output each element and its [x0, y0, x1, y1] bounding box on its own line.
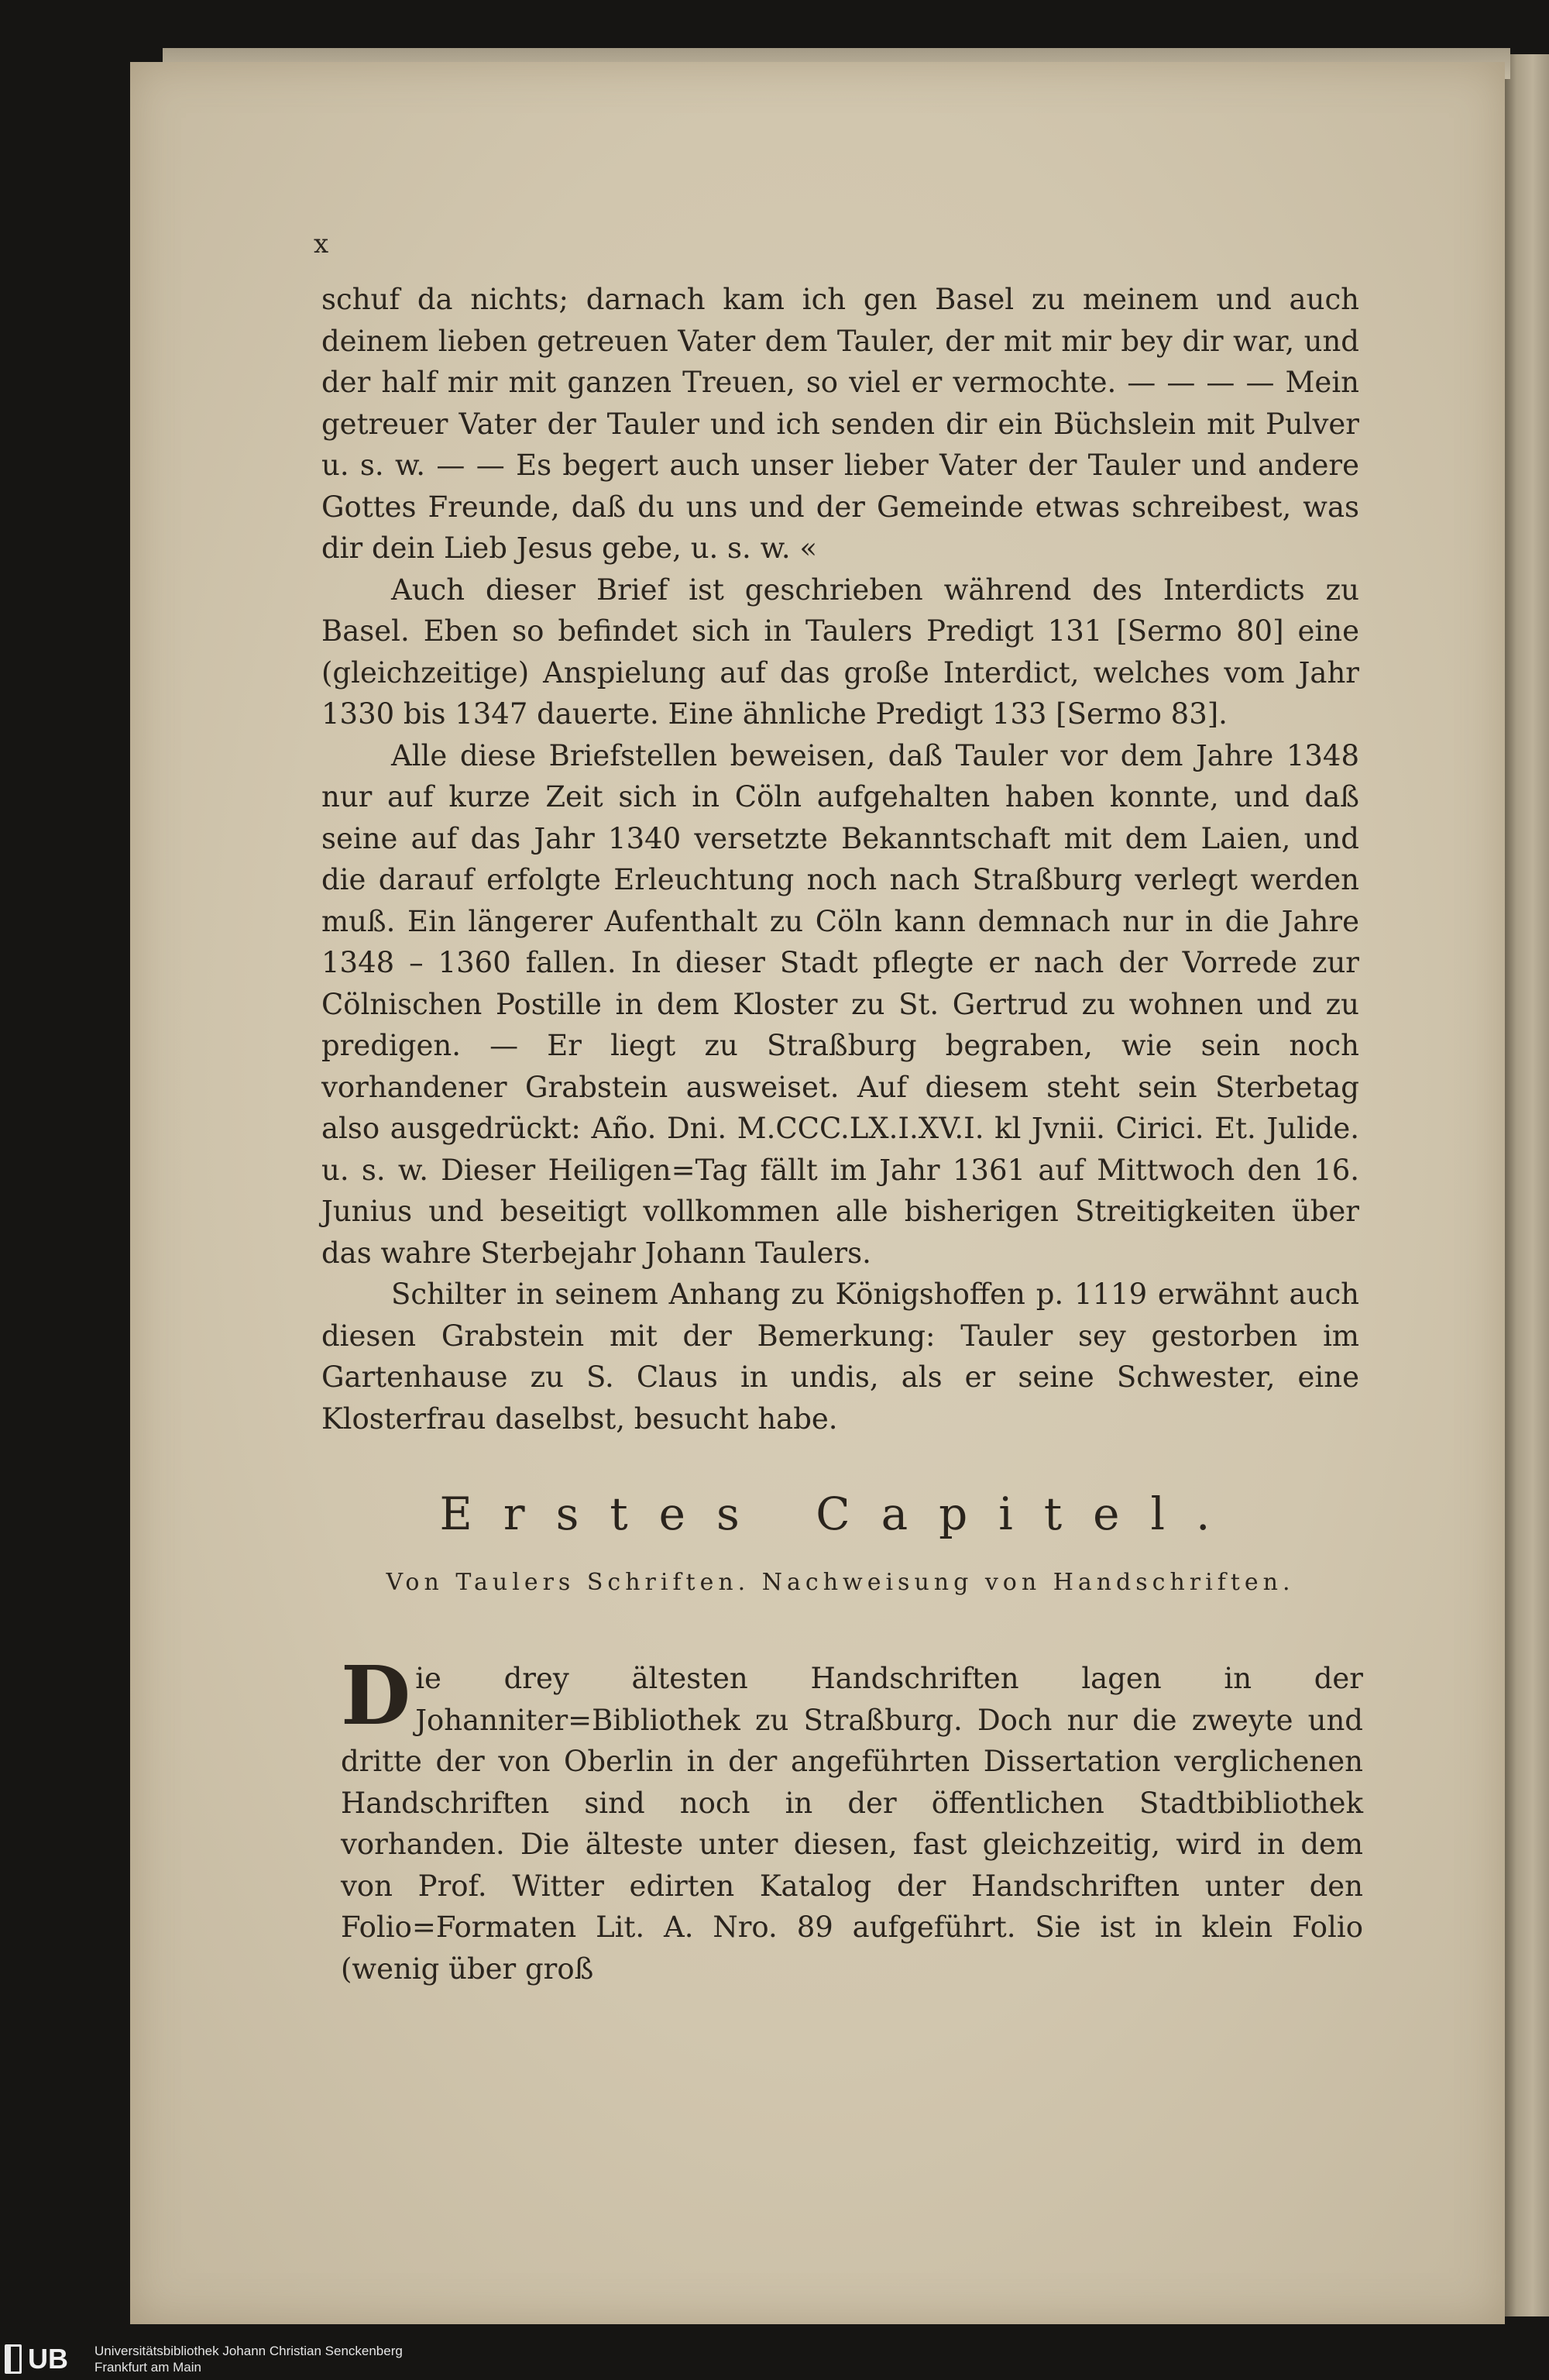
library-city: Frankfurt am Main: [94, 2360, 201, 2375]
chapter-title: Erstes Capitel.: [439, 1488, 1242, 1540]
library-credit: [94, 2343, 403, 2375]
ub-logo-text: UB: [28, 2343, 68, 2375]
paragraph-interdict: Auch dieser Brief ist geschrieben während des Interdicts zu Basel. Eben so befindet sich in Taulers Predigt 131 [Sermo 80] eine (gleichzeitige) Anspielung auf das große Interdict, welches vom Jahr 1330 bis 1347 dauerte. Eine ähnliche Predigt 133 [Sermo 83].: [321, 573, 1359, 731]
page-number: x: [314, 229, 329, 260]
main-text: [321, 279, 1359, 1439]
paragraph-briefstellen: Alle diese Briefstellen beweisen, daß Tauler vor dem Jahre 1348 nur auf kurze Zeit sich in Cöln aufgehalten haben konnte, und daß seine auf das Jahr 1340 versetzte Bekanntschaft mit dem Laien, und die darauf erfolgte Erleuchtung noch nach Straßburg verlegt werden muß. Ein längerer Aufenthalt zu Cöln kann demnach nur in die Jahre 1348 – 1360 fallen. In dieser Stadt pflegte er nach der Vorrede zur Cölnischen Postille in dem Kloster zu St. Gertrud zu wohnen und zu predigen. — Er liegt zu Straßburg begraben, wie sein noch vorhandener Grabstein ausweiset. Auf diesem steht sein Sterbetag also ausgedrückt: Año. Dni. M.CCC.LX.I.XV.I. kl Jvnii. Cirici. Et. Julide. u. s. w. Dieser Heiligen=Tag fällt im Jahr 1361 auf Mittwoch den 16. Junius und beseitigt vollkommen alle bisherigen Streitigkeiten über das wahre Sterbejahr Johann Taulers.: [321, 738, 1359, 1270]
section-text: [341, 1648, 1363, 1990]
paragraph-schilter: Schilter in seinem Anhang zu Königshoffen p. 1119 erwähnt auch diesen Grabstein mit der Bemerkung: Tauler sey gestorben im Gartenhause zu S. Claus in undis, als er seine Schwester, eine Klosterfrau daselbst, besucht habe.: [321, 1278, 1359, 1436]
library-name: Universitätsbibliothek Johann Christian Senckenberg: [94, 2344, 403, 2358]
next-page-edge: [1503, 54, 1549, 2316]
ub-logo-icon: [5, 2344, 22, 2374]
ub-logo[interactable]: [5, 2343, 87, 2375]
chapter-subtitle: Von Taulers Schriften. Nachweisung von Handschriften.: [386, 1569, 1295, 1596]
paragraph-letter-quote: schuf da nichts; darnach kam ich gen Basel zu meinem und auch deinem lieben getreuen Vater dem Tauler, der mit mir bey dir war, und der half mir mit ganzen Treuen, so viel er vermochte. — — — — Mein getreuer Vater der Tauler und ich senden dir ein Büchslein mit Pulver u. s. w. — — Es begert auch unser lieber Vater der Tauler und andere Gottes Freunde, daß du uns und der Gemeinde etwas schreibest, was dir dein Lieb Jesus gebe, u. s. w. «: [321, 283, 1359, 565]
section-body: ie drey ältesten Handschriften lagen in der Johanniter=Bibliothek zu Straßburg. Doch nur die zweyte und dritte der von Oberlin in der angeführten Dissertation verglichenen Handschriften sind noch in der öffentlichen Stadtbibliothek vorhanden. Die älteste unter diesen, fast gleichzeitig, wird in dem von Prof. Witter edirten Katalog der Handschriften unter den Folio=Formaten Lit. A. Nro. 89 aufgeführt. Sie ist in klein Folio (wenig über groß: [341, 1662, 1363, 1986]
drop-cap: D: [341, 1648, 411, 1743]
footer-bar: [0, 2332, 1549, 2380]
